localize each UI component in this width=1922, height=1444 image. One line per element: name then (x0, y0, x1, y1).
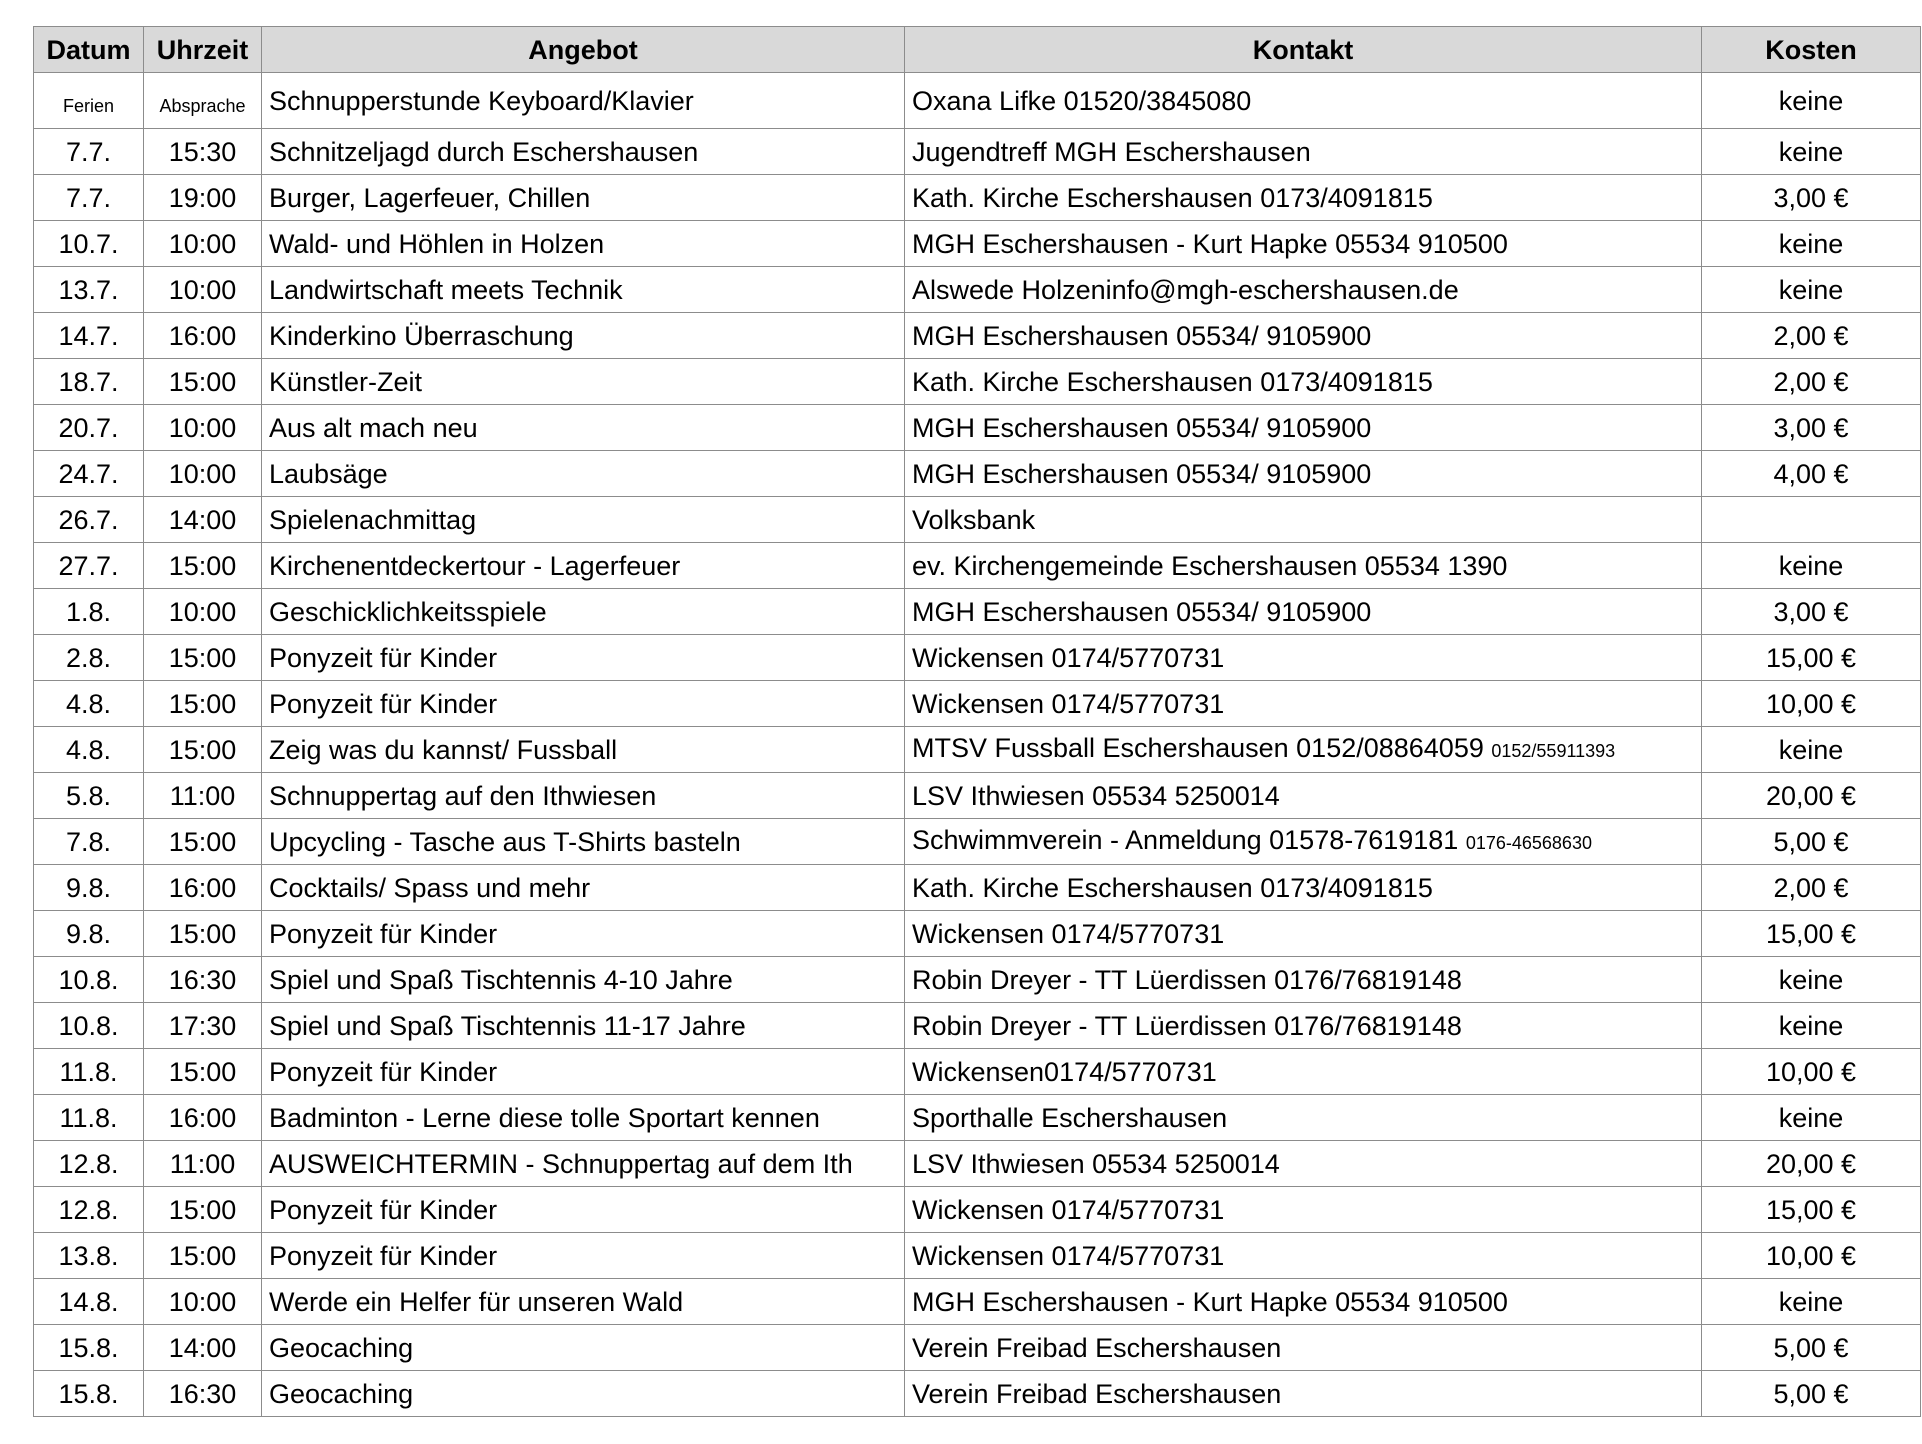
cell-uhrzeit: 19:00 (144, 175, 262, 221)
cell-kosten: keine (1702, 1003, 1921, 1049)
cell-kontakt (905, 589, 1702, 635)
table-row (34, 1003, 1921, 1049)
cell-datum: 14.7. (34, 313, 144, 359)
cell-uhrzeit: 11:00 (144, 1141, 262, 1187)
cell-angebot: Ponyzeit für Kinder (262, 1187, 905, 1233)
cell-uhrzeit: 16:30 (144, 1371, 262, 1417)
cell-datum: 10.7. (34, 221, 144, 267)
table-row (34, 543, 1921, 589)
cell-angebot: Schnitzeljagd durch Eschershausen (262, 129, 905, 175)
cell-angebot: Wald- und Höhlen in Holzen (262, 221, 905, 267)
cell-kontakt (905, 1279, 1702, 1325)
cell-kosten: 10,00 € (1702, 1049, 1921, 1095)
cell-datum: 7.7. (34, 129, 144, 175)
kontakt-text: MGH Eschershausen 05534/ 9105900 (912, 320, 1372, 351)
cell-datum: 14.8. (34, 1279, 144, 1325)
kontakt-text: MGH Eschershausen - Kurt Hapke 05534 910500 (912, 228, 1508, 259)
cell-kontakt (905, 1141, 1702, 1187)
table-row (34, 313, 1921, 359)
table-row (34, 727, 1921, 773)
cell-datum: 24.7. (34, 451, 144, 497)
cell-uhrzeit: 17:30 (144, 1003, 262, 1049)
cell-kosten: keine (1702, 73, 1921, 129)
table-row (34, 73, 1921, 129)
kontakt-text: Wickensen 0174/5770731 (912, 642, 1225, 673)
table-row (34, 267, 1921, 313)
table-row (34, 451, 1921, 497)
table-body (34, 73, 1921, 1417)
header-row (34, 27, 1921, 73)
cell-uhrzeit: 15:00 (144, 911, 262, 957)
cell-kontakt (905, 267, 1702, 313)
cell-kontakt (905, 451, 1702, 497)
cell-datum: 9.8. (34, 865, 144, 911)
cell-uhrzeit: 10:00 (144, 589, 262, 635)
cell-angebot: Künstler-Zeit (262, 359, 905, 405)
kontakt-extra-phone: 0176-46568630 (1465, 833, 1592, 853)
cell-kosten: keine (1702, 543, 1921, 589)
cell-angebot: Kinderkino Überraschung (262, 313, 905, 359)
cell-kosten: 15,00 € (1702, 911, 1921, 957)
table-row (34, 957, 1921, 1003)
cell-uhrzeit: 10:00 (144, 221, 262, 267)
table-row (34, 1325, 1921, 1371)
cell-datum: 12.8. (34, 1187, 144, 1233)
cell-kontakt (905, 1049, 1702, 1095)
cell-uhrzeit: 10:00 (144, 405, 262, 451)
kontakt-text: Wickensen 0174/5770731 (912, 918, 1225, 949)
cell-angebot: Ponyzeit für Kinder (262, 635, 905, 681)
cell-kosten: keine (1702, 267, 1921, 313)
cell-uhrzeit: 16:30 (144, 957, 262, 1003)
cell-kosten: 2,00 € (1702, 359, 1921, 405)
table-row (34, 773, 1921, 819)
cell-kontakt (905, 1233, 1702, 1279)
cell-angebot: Spiel und Spaß Tischtennis 11-17 Jahre (262, 1003, 905, 1049)
cell-angebot: AUSWEICHTERMIN - Schnuppertag auf dem Ith (262, 1141, 905, 1187)
table-row (34, 175, 1921, 221)
table-row (34, 819, 1921, 865)
cell-kosten: keine (1702, 727, 1921, 773)
cell-datum: Ferien (34, 73, 144, 129)
cell-kontakt (905, 175, 1702, 221)
cell-angebot: Badminton - Lerne diese tolle Sportart kennen (262, 1095, 905, 1141)
cell-kontakt (905, 865, 1702, 911)
cell-uhrzeit: 10:00 (144, 451, 262, 497)
cell-kontakt (905, 497, 1702, 543)
table-row (34, 405, 1921, 451)
cell-uhrzeit: 15:00 (144, 1233, 262, 1279)
table-row (34, 635, 1921, 681)
kontakt-text: Verein Freibad Eschershausen (912, 1332, 1282, 1363)
kontakt-text: Wickensen0174/5770731 (912, 1056, 1217, 1087)
kontakt-text: Kath. Kirche Eschershausen 0173/4091815 (912, 182, 1433, 213)
cell-angebot: Spiel und Spaß Tischtennis 4-10 Jahre (262, 957, 905, 1003)
cell-datum: 9.8. (34, 911, 144, 957)
kontakt-text: Alswede Holzeninfo@mgh-eschershausen.de (912, 274, 1459, 305)
cell-datum: 5.8. (34, 773, 144, 819)
cell-angebot: Kirchenentdeckertour - Lagerfeuer (262, 543, 905, 589)
cell-kontakt (905, 129, 1702, 175)
header-uhrzeit: Uhrzeit (144, 27, 262, 73)
cell-uhrzeit: 15:00 (144, 819, 262, 865)
cell-kontakt (905, 635, 1702, 681)
cell-kontakt (905, 911, 1702, 957)
cell-datum: 4.8. (34, 727, 144, 773)
cell-angebot: Ponyzeit für Kinder (262, 911, 905, 957)
cell-kontakt (905, 313, 1702, 359)
cell-uhrzeit: 10:00 (144, 267, 262, 313)
kontakt-text: Oxana Lifke 01520/3845080 (912, 85, 1252, 116)
kontakt-text: Kath. Kirche Eschershausen 0173/4091815 (912, 366, 1433, 397)
cell-kosten: keine (1702, 1095, 1921, 1141)
table-row (34, 911, 1921, 957)
kontakt-text: Kath. Kirche Eschershausen 0173/4091815 (912, 872, 1433, 903)
kontakt-text: LSV Ithwiesen 05534 5250014 (912, 780, 1280, 811)
cell-kosten: 3,00 € (1702, 589, 1921, 635)
cell-angebot: Upcycling - Tasche aus T-Shirts basteln (262, 819, 905, 865)
cell-kosten: 5,00 € (1702, 819, 1921, 865)
cell-datum: 18.7. (34, 359, 144, 405)
cell-kosten: keine (1702, 1279, 1921, 1325)
cell-datum: 4.8. (34, 681, 144, 727)
cell-kontakt (905, 405, 1702, 451)
table-row (34, 681, 1921, 727)
cell-kontakt (905, 727, 1702, 773)
cell-kosten: 3,00 € (1702, 405, 1921, 451)
cell-uhrzeit: 15:00 (144, 727, 262, 773)
cell-kosten: 10,00 € (1702, 681, 1921, 727)
cell-uhrzeit: 15:00 (144, 635, 262, 681)
header-datum: Datum (34, 27, 144, 73)
cell-kontakt (905, 1095, 1702, 1141)
table-row (34, 1049, 1921, 1095)
table-row (34, 1141, 1921, 1187)
kontakt-text: Volksbank (912, 504, 1036, 535)
cell-datum: 11.8. (34, 1095, 144, 1141)
kontakt-text: MGH Eschershausen 05534/ 9105900 (912, 458, 1372, 489)
cell-datum: 27.7. (34, 543, 144, 589)
table-row (34, 865, 1921, 911)
cell-angebot: Zeig was du kannst/ Fussball (262, 727, 905, 773)
cell-angebot: Aus alt mach neu (262, 405, 905, 451)
cell-angebot: Burger, Lagerfeuer, Chillen (262, 175, 905, 221)
table-row (34, 129, 1921, 175)
cell-kosten: 4,00 € (1702, 451, 1921, 497)
cell-uhrzeit: Absprache (144, 73, 262, 129)
cell-uhrzeit: 11:00 (144, 773, 262, 819)
table-row (34, 221, 1921, 267)
table-row (34, 1233, 1921, 1279)
cell-uhrzeit: 16:00 (144, 1095, 262, 1141)
cell-kosten: 2,00 € (1702, 865, 1921, 911)
cell-kontakt (905, 773, 1702, 819)
cell-kosten (1702, 497, 1921, 543)
cell-datum: 1.8. (34, 589, 144, 635)
cell-uhrzeit: 16:00 (144, 313, 262, 359)
cell-uhrzeit: 15:00 (144, 1187, 262, 1233)
cell-kontakt (905, 957, 1702, 1003)
cell-datum: 12.8. (34, 1141, 144, 1187)
cell-datum: 11.8. (34, 1049, 144, 1095)
kontakt-text: MTSV Fussball Eschershausen 0152/08864059 (912, 733, 1484, 763)
kontakt-text: LSV Ithwiesen 05534 5250014 (912, 1148, 1280, 1179)
cell-angebot: Spielenachmittag (262, 497, 905, 543)
cell-kontakt (905, 1371, 1702, 1417)
kontakt-text: Robin Dreyer - TT Lüerdissen 0176/76819148 (912, 1010, 1462, 1041)
cell-kosten: 20,00 € (1702, 773, 1921, 819)
cell-kontakt (905, 221, 1702, 267)
cell-kontakt (905, 73, 1702, 129)
kontakt-text: ev. Kirchengemeinde Eschershausen 05534 1390 (912, 550, 1508, 581)
kontakt-text: Verein Freibad Eschershausen (912, 1378, 1282, 1409)
cell-datum: 7.7. (34, 175, 144, 221)
kontakt-extra-phone: 0152/55911393 (1491, 741, 1616, 761)
cell-datum: 20.7. (34, 405, 144, 451)
cell-kosten: 20,00 € (1702, 1141, 1921, 1187)
cell-datum: 2.8. (34, 635, 144, 681)
cell-kosten: keine (1702, 221, 1921, 267)
cell-datum: 10.8. (34, 1003, 144, 1049)
cell-kosten: keine (1702, 957, 1921, 1003)
cell-kosten: 15,00 € (1702, 1187, 1921, 1233)
cell-datum: 26.7. (34, 497, 144, 543)
table-row (34, 1371, 1921, 1417)
schedule-table (33, 26, 1921, 1417)
cell-angebot: Ponyzeit für Kinder (262, 1233, 905, 1279)
cell-angebot: Laubsäge (262, 451, 905, 497)
cell-datum: 7.8. (34, 819, 144, 865)
cell-kosten: 10,00 € (1702, 1233, 1921, 1279)
kontakt-text: Wickensen 0174/5770731 (912, 688, 1225, 719)
header-kosten: Kosten (1702, 27, 1921, 73)
kontakt-text: MGH Eschershausen - Kurt Hapke 05534 910500 (912, 1286, 1508, 1317)
cell-kosten: keine (1702, 129, 1921, 175)
kontakt-text: Sporthalle Eschershausen (912, 1102, 1228, 1133)
cell-angebot: Schnupperstunde Keyboard/Klavier (262, 73, 905, 129)
table-row (34, 497, 1921, 543)
cell-kontakt (905, 1187, 1702, 1233)
cell-kontakt (905, 1003, 1702, 1049)
kontakt-text: Jugendtreff MGH Eschershausen (912, 136, 1311, 167)
header-angebot: Angebot (262, 27, 905, 73)
cell-uhrzeit: 14:00 (144, 1325, 262, 1371)
cell-angebot: Schnuppertag auf den Ithwiesen (262, 773, 905, 819)
cell-kosten: 5,00 € (1702, 1325, 1921, 1371)
cell-angebot: Landwirtschaft meets Technik (262, 267, 905, 313)
cell-angebot: Werde ein Helfer für unseren Wald (262, 1279, 905, 1325)
cell-kontakt (905, 819, 1702, 865)
cell-angebot: Geschicklichkeitsspiele (262, 589, 905, 635)
kontakt-text: Robin Dreyer - TT Lüerdissen 0176/76819148 (912, 964, 1462, 995)
cell-datum: 10.8. (34, 957, 144, 1003)
cell-angebot: Ponyzeit für Kinder (262, 681, 905, 727)
cell-kosten: 3,00 € (1702, 175, 1921, 221)
cell-uhrzeit: 16:00 (144, 865, 262, 911)
cell-kosten: 15,00 € (1702, 635, 1921, 681)
cell-kosten: 5,00 € (1702, 1371, 1921, 1417)
cell-angebot: Ponyzeit für Kinder (262, 1049, 905, 1095)
table-row (34, 359, 1921, 405)
cell-kontakt (905, 543, 1702, 589)
kontakt-text: MGH Eschershausen 05534/ 9105900 (912, 412, 1372, 443)
kontakt-text: Wickensen 0174/5770731 (912, 1240, 1225, 1271)
cell-angebot: Cocktails/ Spass und mehr (262, 865, 905, 911)
table-row (34, 1187, 1921, 1233)
cell-kontakt (905, 1325, 1702, 1371)
cell-datum: 13.7. (34, 267, 144, 313)
cell-kontakt (905, 681, 1702, 727)
cell-datum: 15.8. (34, 1325, 144, 1371)
kontakt-text: Schwimmverein - Anmeldung 01578-7619181 (912, 825, 1459, 855)
cell-kosten: 2,00 € (1702, 313, 1921, 359)
cell-uhrzeit: 15:00 (144, 359, 262, 405)
kontakt-text: Wickensen 0174/5770731 (912, 1194, 1225, 1225)
cell-uhrzeit: 15:00 (144, 1049, 262, 1095)
header-kontakt: Kontakt (905, 27, 1702, 73)
cell-angebot: Geocaching (262, 1325, 905, 1371)
cell-uhrzeit: 14:00 (144, 497, 262, 543)
cell-kontakt (905, 359, 1702, 405)
cell-angebot: Geocaching (262, 1371, 905, 1417)
cell-datum: 13.8. (34, 1233, 144, 1279)
cell-uhrzeit: 15:30 (144, 129, 262, 175)
table-row (34, 1095, 1921, 1141)
table-row (34, 589, 1921, 635)
cell-uhrzeit: 15:00 (144, 543, 262, 589)
cell-uhrzeit: 15:00 (144, 681, 262, 727)
table-row (34, 1279, 1921, 1325)
cell-uhrzeit: 10:00 (144, 1279, 262, 1325)
kontakt-text: MGH Eschershausen 05534/ 9105900 (912, 596, 1372, 627)
cell-datum: 15.8. (34, 1371, 144, 1417)
